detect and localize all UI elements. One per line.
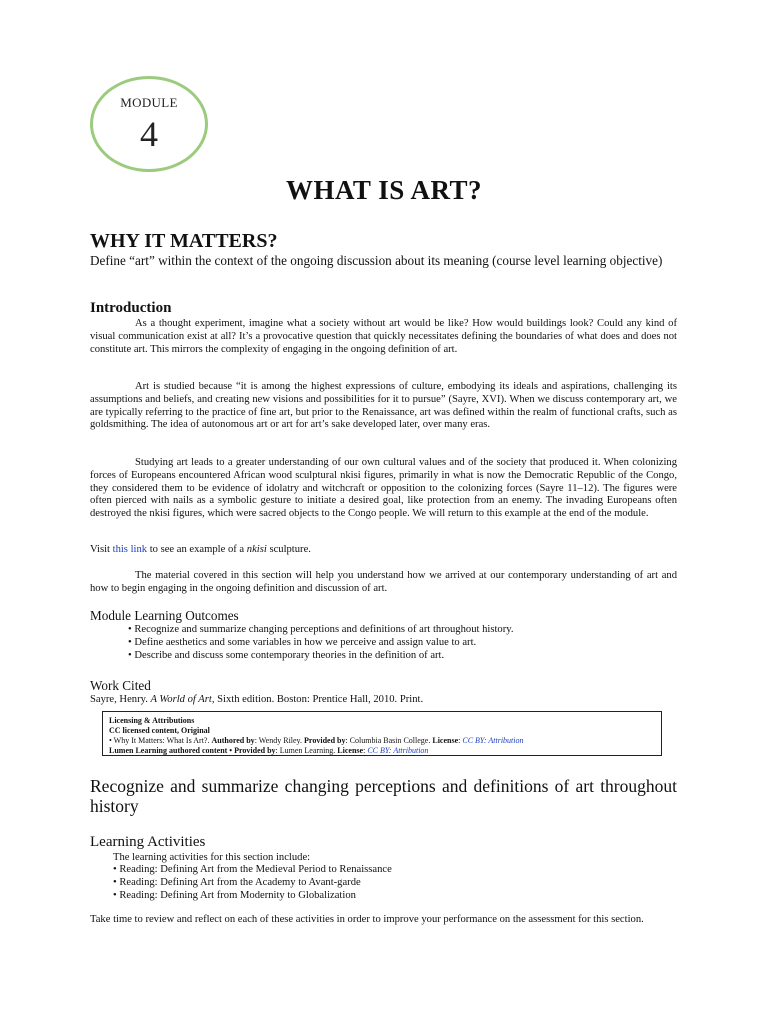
outcomes-heading: Module Learning Outcomes: [90, 608, 239, 623]
activities-list: [113, 864, 392, 902]
licensing-box: [102, 711, 662, 756]
intro-paragraph-4: The material covered in this section will help you understand how we arrived at our contemporary understanding of art and how to begin engaging in the ongoing definition and discussion of art.: [90, 570, 677, 594]
outcome-item: • Describe and discuss some contemporary theories in the definition of art.: [128, 650, 513, 663]
outcome-item: • Define aesthetics and some variables in how we perceive and assign value to art.: [128, 637, 513, 650]
work-cited-heading: Work Cited: [90, 678, 151, 693]
nkisi-example-link[interactable]: this link: [112, 544, 148, 555]
module-badge: [90, 76, 208, 172]
intro-paragraph-3: Studying art leads to a greater understanding of our own cultural values and of the society that produced it. When colonizing forces of Europeans encountered African wood sculptural nkisi figures, primarily in what is now the Democratic Republic of the Congo, they considered them to be evidence of idolatry and witchcraft or opposition to the colonizing forces (Sayre 11–12). The figures were often pierced with nails as a symbolic gesture to initiate a desired goal, like protection from an enemy. The invading Europeans often destroyed the nkisi figures, which were sacred objects to the Congo people. We will return to this example at the end of the module.: [90, 457, 677, 520]
module-number: 4: [140, 114, 158, 154]
module-label: MODULE: [120, 95, 178, 110]
intro-paragraph-2: Art is studied because “it is among the highest expressions of culture, embodying its ideals and aspirations, challenging its assumptions and beliefs, and creating new visions and possibilities for it to pursue” (Sayre, XVI). When we discuss contemporary art, we are typically referring to the practice of fine art, but prior to the Renaissance, art was defined within the realm of functional crafts, such as goldsmithing. The idea of autonomous art or art for art’s sake developed later, over many eras.: [90, 381, 677, 431]
intro-paragraph-1: As a thought experiment, imagine what a society without art would be like? How would buildings look? Could any kind of visual communication exist at all? It’s a provocative question that quickly necessitates defining the boundaries of what does and does not constitute art. This mirrors the complexity of engaging in the ongoing definition of art.: [90, 318, 677, 355]
section-heading: Recognize and summarize changing perceptions and definitions of art throughout history: [90, 776, 677, 816]
activities-intro: The learning activities for this section include:: [113, 852, 311, 863]
learning-activities-heading: Learning Activities: [90, 834, 206, 850]
outcomes-list: [128, 624, 513, 662]
outcome-item: • Recognize and summarize changing perceptions and definitions of art throughout history.: [128, 624, 513, 637]
licensing-title: Licensing & Attributions: [109, 716, 195, 725]
license-line-2: Lumen Learning authored content • Provided by: Lumen Learning. License: CC BY: Attribution: [109, 746, 429, 755]
activity-item[interactable]: • Reading: Defining Art from the Medieval Period to Renaissance: [113, 864, 392, 877]
activity-item[interactable]: • Reading: Defining Art from the Academy to Avant-garde: [113, 877, 392, 890]
license-line-1: • Why It Matters: What Is Art?. Authored by: Wendy Riley. Provided by: Columbia Basin College. License: CC BY: Attribution: [109, 736, 524, 745]
why-it-matters-heading: WHY IT MATTERS?: [90, 230, 278, 252]
learning-objective: Define “art” within the context of the ongoing discussion about its meaning (course level learning objective): [90, 253, 663, 268]
license-link[interactable]: CC BY: Attribution: [367, 746, 429, 755]
introduction-heading: Introduction: [90, 300, 172, 316]
licensing-subtitle: CC licensed content, Original: [109, 726, 210, 735]
page-title: WHAT IS ART?: [285, 175, 483, 205]
license-link[interactable]: CC BY: Attribution: [462, 736, 524, 745]
closing-paragraph: Take time to review and reflect on each of these activities in order to improve your performance on the assessment for this section.: [90, 914, 644, 925]
activity-item[interactable]: • Reading: Defining Art from Modernity to Globalization: [113, 890, 392, 903]
citation: Sayre, Henry. A World of Art, Sixth edition. Boston: Prentice Hall, 2010. Print.: [90, 694, 424, 705]
visit-line: Visit this link to see an example of a nkisi sculpture.: [90, 544, 311, 555]
